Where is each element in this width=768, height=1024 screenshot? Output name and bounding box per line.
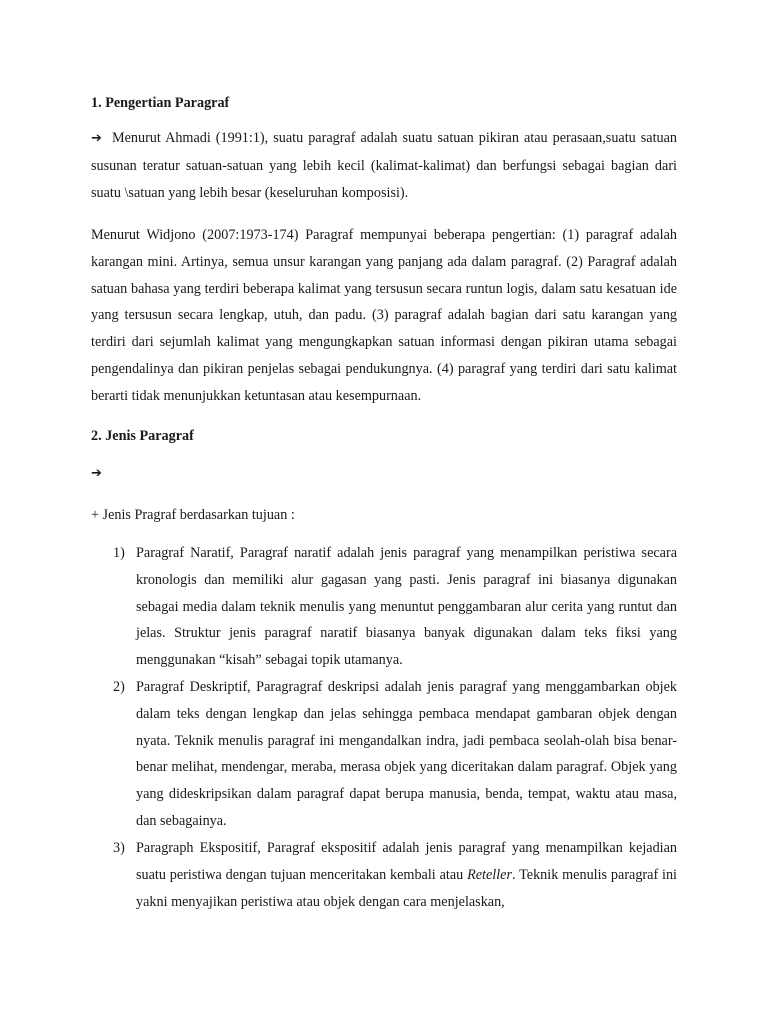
list-item-number: 3) xyxy=(113,840,125,856)
list-item-text: Paragraf Deskriptif, Paragragraf deskripsi adalah jenis paragraf yang menggambarkan objek dalam teks dengan lengkap dan jelas sehingga pembaca mendapat gambaran objek dengan nyata. Teknik menulis paragraf ini mengandalkan indra, jadi pembaca seolah-olah bisa benar-benar melihat, mendengar, meraba, merasa objek yang diceritakan dalam paragraf. Objek yang yang dideskripsikan dalam paragraf dapat berupa manusia, benda, tempat, waktu atau masa, dan sebagainya. xyxy=(136,679,677,829)
list-item-number: 2) xyxy=(113,679,125,695)
section-1-heading: 1. Pengertian Paragraf xyxy=(91,95,230,111)
section-2-arrow xyxy=(91,464,102,483)
list-item-text-part: Paragraph Ekspositif, Paragraf ekspositif adalah jenis paragraf yang menampilkan kejadian suatu peristiwa dengan tujuan menceritakan kembali atau xyxy=(136,840,677,883)
section-1-paragraph-1 xyxy=(91,125,677,206)
list-item-italic-term: Reteller xyxy=(467,866,512,883)
arrow-right-icon: ➔ xyxy=(91,131,102,146)
section-1-paragraph-2: Menurut Widjono (2007:1973-174) Paragraf mempunyai beberapa pengertian: (1) paragraf adalah karangan mini. Artinya, semua unsur karangan yang panjang ada dalam paragraf. (2) Paragraf adalah satuan bahasa yang terdiri beberapa kalimat yang tersusun secara runtun logis, dalam satu kesatuan ide yang tersusun secara lengkap, utuh, dan padu. (3) paragraf adalah bagian dari satu karangan yang terdiri dari sejumlah kalimat yang mengungkapkan satuan informasi dengan pikiran utama sebagai pengendalinya dan pikiran penjelas sebagai pendukungnya. (4) paragraf yang terdiri dari satu kalimat berarti tidak menunjukkan ketuntasan atau kesempurnaan. xyxy=(91,227,677,404)
arrow-right-icon: ➔ xyxy=(91,466,102,481)
section-2-subheading: + Jenis Pragraf berdasarkan tujuan : xyxy=(91,507,295,523)
list-item-text: Paragraf Naratif, Paragraf naratif adalah jenis paragraf yang menampilkan peristiwa secara kronologis dan memiliki alur gagasan yang pasti. Jenis paragraf ini biasanya digunakan sebagai media dalam teknik menulis yang menuntut penggambaran alur cerita yang runtut dan jelas. Struktur jenis paragraf naratif biasanya banyak digunakan dalam teks fiksi yang menggunakan “kisah” sebagai topik utamanya. xyxy=(136,545,677,669)
list-item-text-part: . Teknik menulis paragraf ini yakni menyajikan peristiwa atau objek dengan cara menjelaskan, xyxy=(136,866,678,910)
paragraph-1-text: Menurut Ahmadi (1991:1), suatu paragraf adalah suatu satuan pikiran atau perasaan,suatu satuan susunan teratur satuan-satuan yang lebih kecil (kalimat-kalimat) dan berfungsi sebagai bagian dari suatu \satuan yang lebih besar (keseluruhan komposisi). xyxy=(91,130,678,201)
list-item-number: 1) xyxy=(113,545,125,561)
section-2-heading: 2. Jenis Paragraf xyxy=(91,428,194,444)
list-item-text xyxy=(136,835,677,915)
